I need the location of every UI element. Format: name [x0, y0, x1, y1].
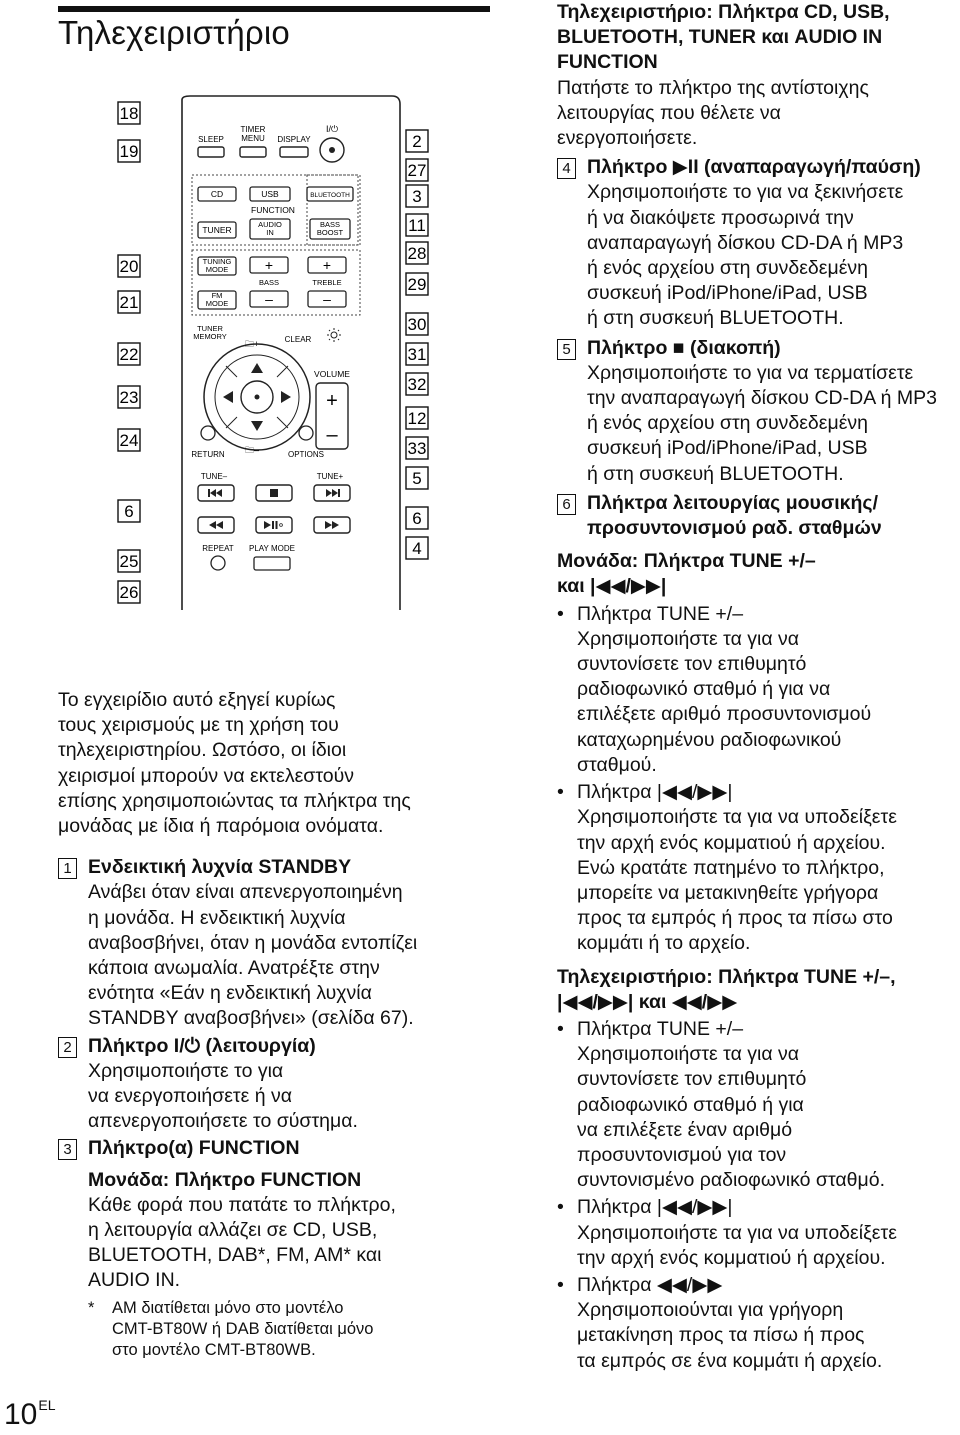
- callout-number-left: 23: [119, 388, 139, 407]
- bullet-item: [557, 602, 957, 778]
- bullet-marker: •: [557, 1017, 564, 1040]
- timer-menu-label-line2: MENU: [241, 134, 265, 143]
- bullet-body-line: Χρησιμοποιήστε τα για να υποδείξετε: [577, 806, 897, 829]
- intro-paragraph: [58, 688, 478, 839]
- legend-item-3: [58, 1136, 478, 1360]
- callout-number-left: 18: [119, 104, 139, 123]
- bullet-body-line: Χρησιμοποιήστε τα για να υποδείξετε: [577, 1221, 897, 1244]
- item-body-line: Χρησιμοποιήστε το για: [88, 1059, 284, 1082]
- folder-minus-label: 🗀–: [244, 445, 260, 455]
- treble-plus-label: +: [322, 257, 332, 273]
- callout-number-left: 6: [124, 502, 134, 521]
- folder-plus-label: 🗀+: [244, 339, 260, 349]
- callout-number-left: 25: [119, 552, 139, 571]
- bullet-body-line: την αρχή ενός κομματιού ή αρχείου.: [577, 831, 886, 854]
- callout-number-right: 29: [407, 275, 427, 294]
- bullet-title: Πλήκτρα |◀◀/▶▶|: [577, 1196, 733, 1219]
- legend-item-5: [557, 336, 957, 487]
- item-body-line: απενεργοποιήσετε το σύστημα.: [88, 1110, 358, 1133]
- bullet-marker: •: [557, 781, 564, 804]
- volume-minus-label: –: [326, 424, 338, 446]
- callout-number-right: 12: [407, 409, 427, 428]
- section-body-line: ενεργοποιήσετε.: [557, 127, 698, 150]
- audio-in-label-line1: AUDIO: [258, 220, 282, 229]
- section-body-line: λειτουργίας που θέλετε να: [557, 101, 781, 124]
- item-number-box: 3: [58, 1139, 77, 1160]
- item-body-line: STANDBY αναβοσβήνει» (σελίδα 67).: [88, 1007, 414, 1030]
- bullet-body-line: μπορείτε να μετακινηθείτε γρήγορα: [577, 881, 879, 904]
- item-body-line: η μονάδα. Η ενδεικτική λυχνία: [88, 906, 346, 929]
- item-number-box: 6: [557, 494, 576, 515]
- play-mode-label: PLAY MODE: [249, 544, 295, 553]
- tuner-memory-label: [193, 324, 227, 341]
- item-body-line: Χρησιμοποιήστε το για να τερματίσετε: [587, 361, 914, 384]
- intro-line: τηλεχειριστηρίου. Ωστόσο, οι ίδιοι: [58, 739, 347, 762]
- callout-number-right: 5: [412, 469, 422, 488]
- callout-number-left: 22: [119, 345, 139, 364]
- item-heading-line: Πλήκτρο ▶II (αναπαραγωγή/παύση): [587, 156, 921, 179]
- options-label: OPTIONS: [287, 450, 325, 459]
- fast-forward-icon: [325, 521, 339, 529]
- display-button: [280, 147, 308, 157]
- item-body-line: AUDIO IN.: [88, 1269, 181, 1292]
- item-body-line: Ανάβει όταν είναι απενεργοποιημένη: [88, 881, 403, 904]
- previous-track-icon: [208, 489, 222, 497]
- next-track-icon: [326, 489, 340, 497]
- legend-item-6: [557, 491, 957, 541]
- callouts-left-group: [118, 102, 140, 603]
- bluetooth-label: BLUETOOTH: [310, 192, 350, 199]
- tuner-label: TUNER: [202, 225, 232, 235]
- callout-number-left: 24: [119, 431, 139, 450]
- legend-item-4: [557, 155, 957, 331]
- bullet-title: Πλήκτρα ◀◀/▶▶: [577, 1273, 723, 1296]
- bullet-body-line: την αρχή ενός κομματιού ή αρχείου.: [577, 1246, 886, 1269]
- tuning-mode-label-line2: MODE: [205, 265, 229, 274]
- tuner-memory-label-line2: MEMORY: [193, 332, 227, 341]
- play-mode-button: [254, 557, 290, 570]
- item-body-line: Χρησιμοποιήστε το για να ξεκινήσετε: [587, 181, 904, 204]
- bullet-body-line: μετακίνηση προς τα πίσω ή προς: [577, 1324, 865, 1347]
- item-subheading: Μονάδα: Πλήκτρο FUNCTION: [88, 1168, 362, 1191]
- callout-number-right: 27: [407, 161, 427, 180]
- tuning-mode-label-line1: TUNING: [202, 257, 232, 266]
- callouts-right-group: [406, 130, 428, 559]
- callout-number-left: 20: [119, 257, 139, 276]
- bullet-body-line: τα εμπρός σε ένα κομμάτι ή αρχείο.: [577, 1349, 883, 1372]
- intro-section: [557, 0, 957, 151]
- remote-control-illustration: [110, 95, 440, 615]
- intro-line: Το εγχειρίδιο αυτό εξηγεί κυρίως: [58, 689, 336, 711]
- item-body-line: αναπαραγωγή δίσκου CD-DA ή MP3: [587, 231, 904, 254]
- page-language: EL: [38, 1397, 56, 1413]
- bullet-body-line: συντονίσετε τον επιθυμητό: [577, 1068, 807, 1091]
- item-number-box: 1: [58, 858, 77, 879]
- bullet-body-line: ραδιοφωνικό σταθμό ή για να: [577, 678, 831, 701]
- bullet-body-line: Χρησιμοποιούνται για γρήγορη: [577, 1299, 844, 1322]
- subsection-heading-line: |◀◀/▶▶| και ◀◀/▶▶: [557, 990, 738, 1013]
- bullet-body-line: να επιλέξετε έναν αριθμό: [577, 1118, 793, 1141]
- rewind-icon: [209, 521, 223, 529]
- repeat-label: REPEAT: [202, 544, 234, 553]
- item-body-line: BLUETOOTH, DAB*, FM, AM* και: [88, 1244, 382, 1267]
- item-body-line: κάποια ανωμαλία. Ανατρέξτε στην: [88, 957, 380, 980]
- right-column-text: [557, 0, 957, 1374]
- bullet-body-line: Ενώ κρατάτε πατημένο το πλήκτρο,: [577, 856, 885, 879]
- bullet-body-line: προσυντονισμού για τον: [577, 1143, 787, 1166]
- bullet-title: Πλήκτρα TUNE +/–: [577, 1017, 744, 1040]
- tuning-mode-label: [203, 257, 232, 274]
- bullet-marker: •: [557, 1196, 564, 1219]
- timer-menu-label: [241, 125, 266, 143]
- footnote-line: CMT-BT80W ή DAB διατίθεται μόνο: [112, 1319, 374, 1338]
- callout-number-right: 11: [408, 216, 426, 235]
- cd-label: CD: [210, 189, 224, 199]
- callout-number-right: 2: [412, 132, 422, 151]
- clear-label: CLEAR: [284, 335, 312, 344]
- subsection-heading-line: και |◀◀/▶▶|: [557, 575, 667, 598]
- standby-indicator-dot: [329, 147, 335, 153]
- intro-line: επίσης χρησιμοποιώντας τα πλήκτρα της: [58, 789, 411, 812]
- callout-number-left: 21: [119, 293, 139, 312]
- bullet-body-line: σταθμού.: [577, 753, 657, 776]
- bullet-body-line: Χρησιμοποιήστε τα για να: [577, 627, 800, 650]
- sleep-button: [198, 147, 224, 157]
- bullet-body-line: ραδιοφωνικό σταθμό ή για: [577, 1093, 804, 1116]
- bullet-body-line: συντονισμένο ραδιοφωνικό σταθμό.: [577, 1169, 885, 1192]
- timer-menu-label-line1: TIMER: [240, 125, 266, 134]
- item-body-line: ή ενός αρχείου στη συνδεδεμένη: [587, 257, 868, 280]
- callout-number-right: 28: [407, 244, 427, 263]
- legend-item-2: [58, 1034, 478, 1135]
- footnote-line: [88, 1298, 478, 1319]
- page-title: Τηλεχειριστήριο: [58, 14, 290, 51]
- bass-plus-label: +: [264, 257, 274, 273]
- subsection-heading-line: Τηλεχειριστήριο: Πλήκτρα TUNE +/–,: [557, 965, 896, 988]
- treble-minus-label: –: [323, 291, 331, 307]
- function-label: FUNCTION: [251, 205, 295, 215]
- bullet-item: [557, 1273, 957, 1374]
- volume-label: VOLUME: [314, 369, 350, 379]
- item-body-line: αναβοσβήνει, όταν η μονάδα εντοπίζει: [88, 931, 418, 954]
- legend-item-1: [58, 855, 478, 1031]
- item-body-line: Κάθε φορά που πατάτε το πλήκτρο,: [88, 1193, 396, 1216]
- item-body-line: την αναπαραγωγή δίσκου CD-DA ή MP3: [587, 387, 937, 410]
- item-heading-line: Πλήκτρο ■ (διακοπή): [587, 336, 781, 359]
- item-heading-line: Πλήκτρα λειτουργίας μουσικής/: [587, 491, 878, 514]
- subsection: [557, 549, 957, 956]
- power-label: I/⏻: [325, 124, 339, 134]
- item-heading: Πλήκτρο I/⏻ (λειτουργία): [88, 1034, 316, 1057]
- bass-boost-label-line2: BOOST: [316, 228, 344, 237]
- page-number: [4, 1397, 56, 1432]
- return-label: RETURN: [191, 450, 225, 459]
- left-arrow-icon: [223, 391, 233, 403]
- callout-number-right: 4: [412, 539, 422, 558]
- footnote-line: στο μοντέλο CMT-BT80WB.: [112, 1340, 316, 1359]
- left-column-text: [58, 688, 478, 1361]
- treble-label: TREBLE: [312, 278, 342, 287]
- return-button: [201, 426, 215, 440]
- stop-icon: [270, 489, 278, 497]
- item-heading: Ενδεικτική λυχνία STANDBY: [88, 856, 352, 879]
- tuner-memory-label-line1: TUNER: [197, 324, 223, 333]
- bass-minus-label: –: [265, 291, 273, 307]
- bullet-body-line: κομμάτι ή το αρχείο.: [577, 932, 751, 955]
- bullet-title: Πλήκτρα TUNE +/–: [577, 602, 744, 625]
- bass-boost-label: [317, 220, 344, 237]
- right-arrow-icon: [281, 391, 291, 403]
- item-body-line: συσκευή iPod/iPhone/iPad, USB: [587, 437, 868, 460]
- item-body-line: ενότητα «Εάν η ενδεικτική λυχνία: [88, 982, 372, 1005]
- item-number-box: 4: [557, 158, 576, 179]
- item-number-box: 5: [557, 339, 576, 360]
- fm-mode-label: [206, 291, 229, 308]
- usb-label: USB: [261, 189, 279, 199]
- fm-mode-label-line2: MODE: [205, 299, 229, 308]
- tune-minus-label: TUNE–: [200, 472, 228, 481]
- subsection: [557, 965, 957, 1374]
- audio-in-label: [258, 220, 282, 237]
- item-number-box: 2: [58, 1037, 77, 1058]
- item-body-line: η λειτουργία αλλάζει σε CD, USB,: [88, 1219, 378, 1242]
- callout-number-right: 3: [412, 187, 422, 206]
- bullet-body-line: επιλέξετε αριθμό προσυντονισμού: [577, 703, 872, 726]
- intro-line: χειρισμοί μπορούν να εκτελεστούν: [58, 764, 355, 787]
- audio-in-label-line2: IN: [266, 228, 274, 237]
- bullet-title: Πλήκτρα |◀◀/▶▶|: [577, 781, 733, 804]
- callout-number-right: 30: [407, 315, 427, 334]
- bullet-marker: •: [557, 1273, 564, 1296]
- section-heading-line: FUNCTION: [557, 51, 658, 74]
- play-pause-icon: [264, 521, 282, 529]
- callout-number-right: 32: [407, 375, 427, 394]
- bullet-item: [557, 1195, 957, 1271]
- bullet-item: [557, 780, 957, 956]
- callout-number-right: 33: [407, 439, 427, 458]
- item-body-line: να ενεργοποιήσετε ή να: [88, 1085, 293, 1108]
- display-label: DISPLAY: [277, 135, 311, 144]
- options-button: [299, 426, 313, 440]
- down-arrow-icon: [251, 421, 263, 431]
- section-heading-line: Τηλεχειριστήριο: Πλήκτρα CD, USB,: [557, 1, 890, 23]
- bullet-body-line: προς τα εμπρός ή προς τα πίσω στο: [577, 907, 893, 930]
- item-body-line: συσκευή iPod/iPhone/iPad, USB: [587, 282, 868, 305]
- up-arrow-icon: [251, 363, 263, 373]
- footnote-text: AM διατίθεται μόνο στο μοντέλο: [112, 1298, 344, 1317]
- item-heading: Πλήκτρο(α) FUNCTION: [88, 1137, 300, 1160]
- item-body-line: ή στη συσκευή BLUETOOTH.: [587, 462, 844, 485]
- callout-number-right: 6: [412, 509, 422, 528]
- bullet-body-line: καταχωρημένου ραδιοφωνικού: [577, 728, 842, 751]
- section-heading-line: BLUETOOTH, TUNER και AUDIO IN: [557, 26, 883, 49]
- volume-plus-label: +: [326, 390, 338, 412]
- tune-plus-label: TUNE+: [316, 472, 344, 481]
- light-icon: [327, 328, 341, 342]
- bullet-item: [557, 1017, 957, 1193]
- intro-line: τους χειρισμούς με τη χρήση του: [58, 714, 339, 737]
- header-rule: [58, 6, 490, 12]
- footnote-marker: *: [88, 1298, 95, 1317]
- fm-mode-label-line1: FM: [211, 291, 223, 300]
- callout-number-right: 31: [407, 345, 427, 364]
- sleep-label: SLEEP: [198, 135, 224, 144]
- item-body-line: ή ενός αρχείου στη συνδεδεμένη: [587, 412, 868, 435]
- intro-line: μονάδας με ίδια ή παρόμοια ονόματα.: [58, 815, 384, 838]
- subsection-heading-line: Μονάδα: Πλήκτρα TUNE +/–: [557, 550, 816, 573]
- bass-boost-label-line1: BASS: [319, 220, 341, 229]
- item-body-line: ή στη συσκευή BLUETOOTH.: [587, 307, 844, 330]
- repeat-button: [211, 556, 225, 570]
- callout-number-left: 26: [119, 583, 139, 602]
- page-number-value: 10: [4, 1398, 38, 1431]
- footnote: [88, 1298, 478, 1361]
- section-body-line: Πατήστε το πλήκτρο της αντίστοιχης: [557, 76, 869, 99]
- bullet-body-line: Χρησιμοποιήστε τα για να: [577, 1043, 800, 1066]
- bass-label: BASS: [258, 278, 280, 287]
- callout-number-left: 19: [119, 142, 139, 161]
- bullet-body-line: συντονίσετε τον επιθυμητό: [577, 653, 807, 676]
- item-body-line: ή να διακόψετε προσωρινά την: [587, 206, 854, 229]
- timer-menu-button: [240, 147, 266, 157]
- enter-center-dot: [255, 395, 260, 400]
- bullet-marker: •: [557, 602, 564, 625]
- item-heading-line: προσυντονισμού ραδ. σταθμών: [587, 517, 882, 540]
